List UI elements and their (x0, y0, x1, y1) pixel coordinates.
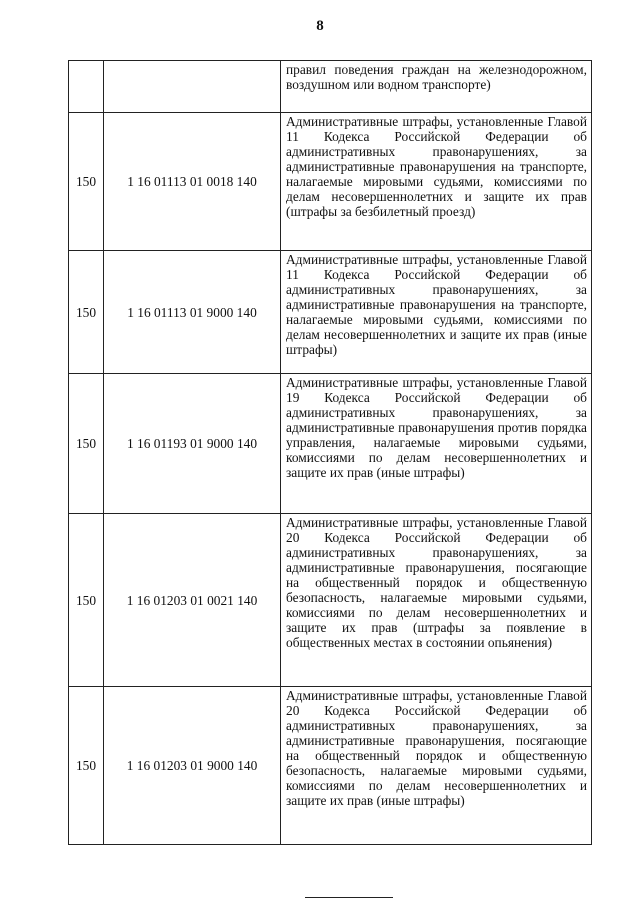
table-row (69, 374, 592, 514)
budget-code-cell: 1 16 01203 01 0021 140 (104, 514, 281, 687)
admin-code-cell (69, 61, 104, 113)
admin-code-cell: 150 (69, 113, 104, 251)
revenue-name-cell: Административные штрафы, установленные Главой 19 Кодекса Российской Федерации об административных правонарушениях, за административные правонарушения против порядка управления, налагаемые мировыми судьями, комиссиями по делам несовершеннолетних и защите их прав (иные штрафы) (281, 374, 592, 514)
admin-code-cell: 150 (69, 374, 104, 514)
revenue-name-cell: Административные штрафы, установленные Главой 20 Кодекса Российской Федерации об административных правонарушениях, за административные правонарушения, посягающие на общественный порядок и общественную безопасность, налагаемые мировыми судьями, комиссиями по делам несовершеннолетних и защите их прав (иные штрафы) (281, 687, 592, 845)
budget-code-cell: 1 16 01113 01 9000 140 (104, 251, 281, 374)
table-row (69, 251, 592, 374)
revenue-name-cell: правил поведения граждан на железнодорожном, воздушном или водном транспорте) (281, 61, 592, 113)
table-row (69, 687, 592, 845)
admin-code-cell: 150 (69, 251, 104, 374)
budget-code-cell: 1 16 01113 01 0018 140 (104, 113, 281, 251)
table-row (69, 514, 592, 687)
admin-code-cell: 150 (69, 514, 104, 687)
admin-code-cell: 150 (69, 687, 104, 845)
budget-code-cell: 1 16 01203 01 9000 140 (104, 687, 281, 845)
budget-code-cell (104, 61, 281, 113)
footer-divider (305, 897, 393, 898)
budget-classification-table (68, 60, 592, 845)
revenue-name-cell: Административные штрафы, установленные Главой 11 Кодекса Российской Федерации об административных правонарушениях, за административные правонарушения на транспорте, налагаемые мировыми судьями, комиссиями по делам несовершеннолетних и защите их прав (иные штрафы) (281, 251, 592, 374)
page-number: 8 (316, 18, 324, 34)
table-row (69, 113, 592, 251)
revenue-name-cell: Административные штрафы, установленные Главой 20 Кодекса Российской Федерации об административных правонарушениях, за административные правонарушения, посягающие на общественный порядок и общественную безопасность, налагаемые мировыми судьями, комиссиями по делам несовершеннолетних и защите их прав (штрафы за появление в общественных местах в состоянии опьянения) (281, 514, 592, 687)
budget-code-cell: 1 16 01193 01 9000 140 (104, 374, 281, 514)
table-row (69, 61, 592, 113)
revenue-name-cell: Административные штрафы, установленные Главой 11 Кодекса Российской Федерации об административных правонарушениях, за административные правонарушения на транспорте, налагаемые мировыми судьями, комиссиями по делам несовершеннолетних и защите их прав (штрафы за безбилетный проезд) (281, 113, 592, 251)
